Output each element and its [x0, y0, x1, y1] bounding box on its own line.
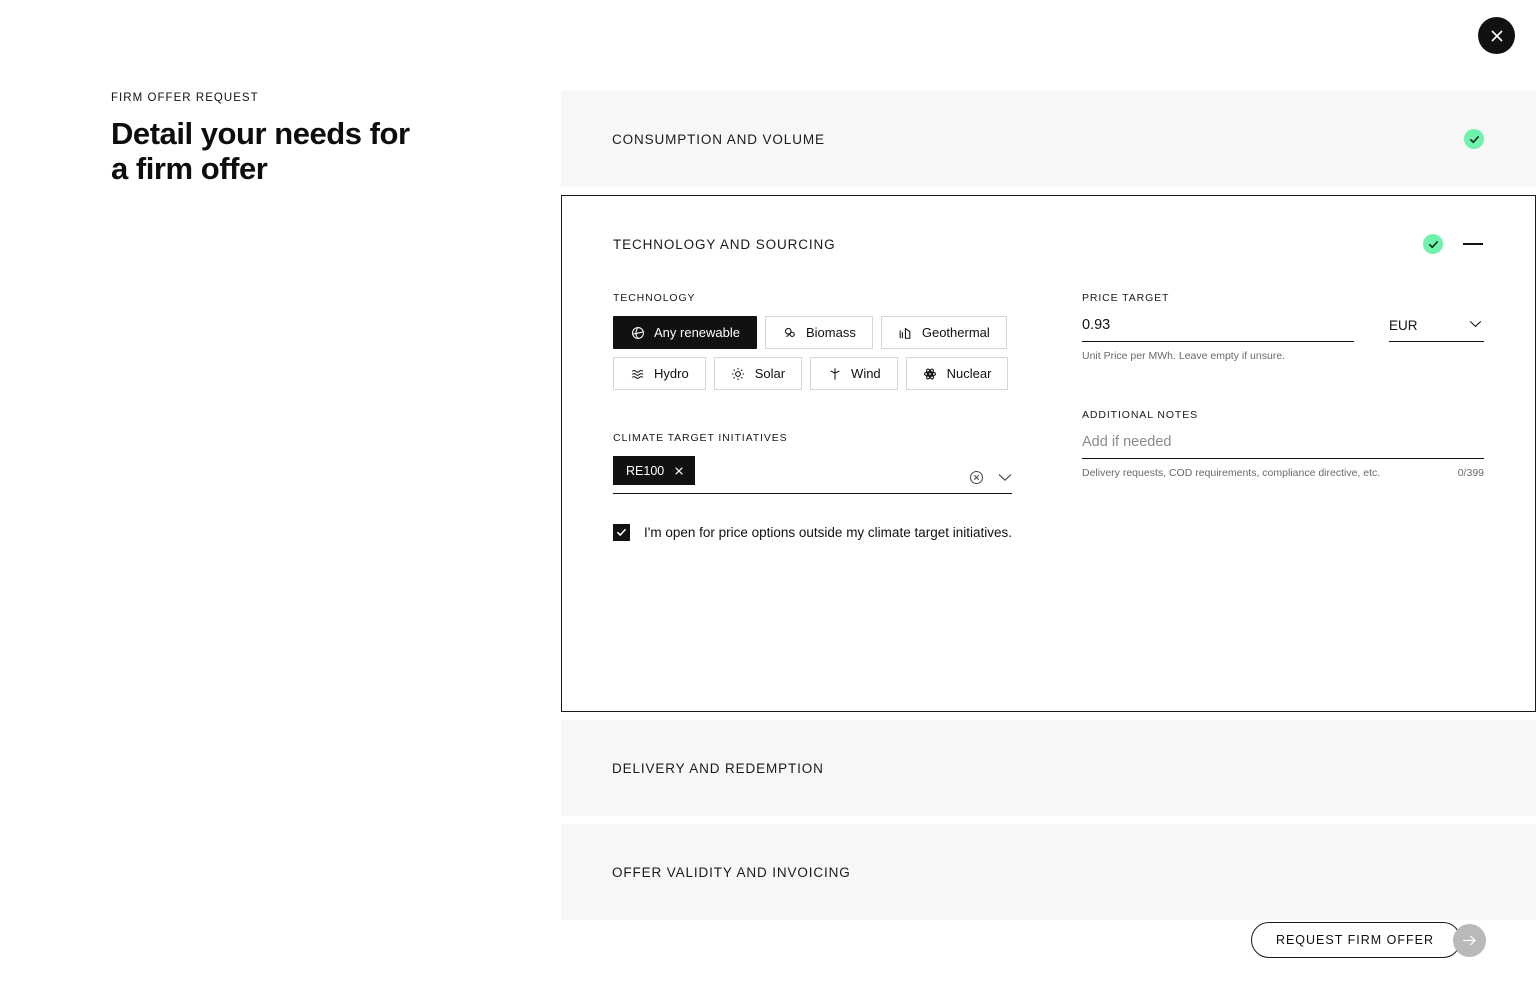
chevron-down-icon[interactable]	[998, 473, 1012, 482]
page-intro	[111, 92, 531, 186]
breadcrumb-eyebrow: FIRM OFFER REQUEST	[111, 92, 259, 104]
tag-remove-icon[interactable]	[674, 466, 684, 476]
chip-label: Wind	[851, 366, 881, 381]
additional-notes-footer	[1082, 467, 1484, 479]
price-target-row	[1082, 316, 1484, 342]
hydro-icon	[630, 366, 645, 381]
clear-circle-icon[interactable]	[969, 470, 984, 485]
section-header[interactable]	[561, 824, 1536, 920]
section-consumption-and-volume[interactable]	[561, 91, 1536, 187]
close-button[interactable]	[1478, 17, 1515, 54]
atom-icon	[923, 366, 938, 381]
technology-column	[613, 292, 1012, 541]
technology-label: TECHNOLOGY	[613, 292, 696, 304]
technology-option-biomass[interactable]	[765, 316, 873, 349]
technology-option-geothermal[interactable]	[881, 316, 1007, 349]
footer-actions	[1251, 922, 1486, 958]
climate-target-initiatives-block	[613, 432, 1012, 541]
tag-re100[interactable]	[613, 456, 695, 485]
open-price-options-checkbox[interactable]	[613, 524, 630, 541]
section-header[interactable]	[562, 196, 1535, 292]
leaf-icon	[630, 325, 645, 340]
section-delivery-and-redemption[interactable]	[561, 720, 1536, 816]
section-header-actions	[1423, 234, 1483, 254]
check-icon	[1423, 234, 1443, 254]
price-target-input[interactable]	[1082, 317, 1354, 342]
price-input-wrap	[1082, 316, 1354, 342]
currency-select[interactable]	[1389, 318, 1484, 342]
climate-target-initiatives-label: CLIMATE TARGET INITIATIVES	[613, 432, 788, 444]
wind-turbine-icon	[827, 366, 842, 381]
geothermal-icon	[898, 325, 913, 340]
price-target-label: PRICE TARGET	[1082, 292, 1170, 304]
additional-notes-counter: 0/399	[1457, 467, 1484, 479]
section-title: DELIVERY AND REDEMPTION	[612, 760, 824, 776]
chip-label: Geothermal	[921, 325, 990, 340]
section-title: TECHNOLOGY AND SOURCING	[613, 236, 836, 252]
section-title: CONSUMPTION AND VOLUME	[612, 131, 825, 147]
sun-icon	[731, 366, 746, 381]
section-body	[562, 292, 1535, 541]
section-header[interactable]	[561, 720, 1536, 816]
section-technology-and-sourcing	[561, 195, 1536, 712]
technology-option-solar[interactable]	[714, 357, 802, 390]
chip-label: Any renewable	[654, 325, 740, 340]
close-icon	[1490, 29, 1504, 43]
technology-chip-row-2	[613, 357, 1012, 390]
collapse-section-button[interactable]	[1463, 243, 1483, 245]
currency-wrap	[1389, 317, 1484, 342]
open-price-options-label: I'm open for price options outside my climate target initiatives.	[644, 525, 1012, 540]
technology-option-nuclear[interactable]	[906, 357, 1009, 390]
technology-chip-row-1	[613, 316, 1012, 349]
check-icon	[1464, 129, 1484, 149]
technology-option-hydro[interactable]	[613, 357, 706, 390]
price-target-helper: Unit Price per MWh. Leave empty if unsure.	[1082, 350, 1286, 362]
technology-option-any-renewable[interactable]	[613, 316, 757, 349]
section-header[interactable]	[561, 91, 1536, 187]
biomass-icon	[782, 325, 797, 340]
climate-field-actions	[969, 470, 1012, 485]
tag-label: RE100	[626, 463, 665, 478]
minus-icon	[1463, 243, 1483, 245]
request-firm-offer-button[interactable]: REQUEST FIRM OFFER	[1251, 922, 1461, 958]
technology-option-wind[interactable]	[810, 357, 898, 390]
additional-notes-helper: Delivery requests, COD requirements, compliance directive, etc.	[1082, 467, 1381, 479]
open-price-options-row[interactable]	[613, 524, 1012, 541]
accordion-stack	[561, 91, 1536, 920]
chip-label: Nuclear	[946, 366, 992, 381]
page-title: Detail your needs for a firm offer	[111, 116, 410, 186]
chip-label: Solar	[754, 366, 786, 381]
chip-label: Hydro	[654, 366, 689, 381]
section-header-actions	[1464, 129, 1484, 149]
additional-notes-input[interactable]	[1082, 434, 1484, 459]
additional-notes-label: ADDITIONAL NOTES	[1082, 409, 1198, 421]
section-offer-validity-and-invoicing[interactable]	[561, 824, 1536, 920]
price-and-notes-column	[1082, 292, 1484, 541]
arrow-right-icon[interactable]	[1453, 924, 1486, 957]
chip-label: Biomass	[806, 325, 856, 340]
section-title: OFFER VALIDITY AND INVOICING	[612, 864, 851, 880]
additional-notes-block	[1082, 409, 1484, 479]
climate-target-initiatives-field[interactable]	[613, 456, 1012, 494]
